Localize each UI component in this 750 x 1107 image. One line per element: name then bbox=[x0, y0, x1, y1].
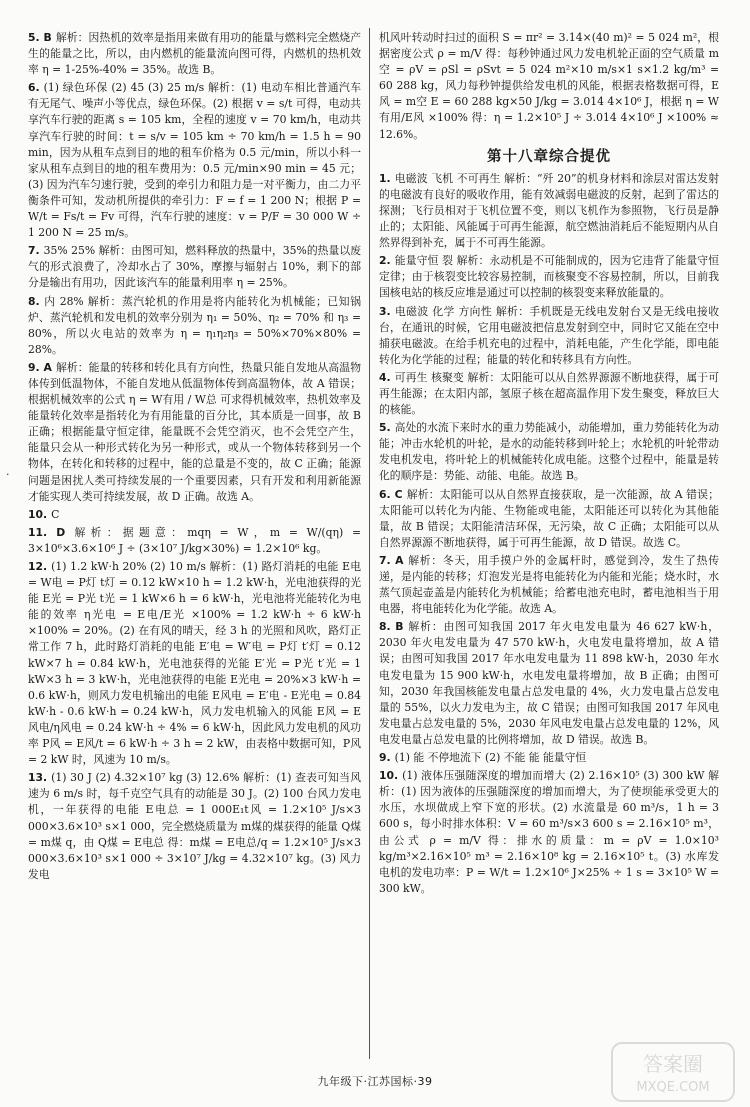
answer-entry bbox=[28, 80, 361, 241]
answer-text: (1) 1.2 kW·h 20% (2) 10 m/s 解析：(1) 路灯消耗的电能 E电 = W电 = P灯 t灯 = 0.12 kW×10 h = 1.2 kW·h，光电池获得的光能 E光 = P光 t光 = 1 kW×6 h = 6 kW·h，光电池将光能转化为电能的效率 η光电 = E电/E光 ×100% = 1.2 kW·h ÷ 6 kW·h ×100% = 20%。(2) 在有风的晴天，经 3 h 的光照和风吹，路灯正常工作 7 h，此时路灯消耗的电能 E′电 = W′电 = P灯 t′灯 = 0.12 kW×7 h = 0.84 kW·h，光电池获得的光能 E′光 = P光 t′光 = 1 kW×3 h = 3 kW·h，光电池获得的电能 E光电 = 20%×3 kW·h = 0.6 kW·h，则风力发电机输出的电能 E风电 = E′电 - E光电 = 0.84 kW·h - 0.6 kW·h = 0.24 kW·h，风力发电机输入的风能 E风 = E风电/η风电 = 0.24 kW·h ÷ 4% = 6 kW·h，因此风力发电机的风功率 P风 = E风/t = 6 kW·h ÷ 3 h = 2 kW，由表格中数据可知，P风 = 2 kW 时，风速为 10 m/s。 bbox=[28, 560, 361, 767]
answer-text: 解析：太阳能可以从自然界直接获取，是一次能源，故 A 错误；太阳能可以转化为内能、生物能或电能，太阳能还可以转化为其他能量，故 B 错误；太阳能清洁环保，无污染，故 C 正确；太阳能可以从自然界源源不断地获得，属于可再生能源，故 D 错误。故选 C。 bbox=[379, 487, 719, 549]
answer-text: 高处的水流下来时水的重力势能减小，动能增加，重力势能转化为动能；冲击水轮机的叶轮，是水的动能转移到叶轮上；水轮机的叶轮带动发电机发电，将叶轮上的机械能转化成电能。这整个过程中，能量是转化的顺序是：势能、动能、电能。故选 B。 bbox=[379, 421, 719, 483]
answer-text: 电磁波 化学 方向性 解析：手机既是无线电发射台又是无线电接收台，在通讯的时候，它用电磁波把信息发射到空中，同时它又能在空中捕获电磁波。在给手机充电的过程中，消耗电能，产生化学能，即电能转化为化学能的过程；能量的转化和转移具有方向性。 bbox=[379, 304, 719, 366]
answer-text: (1) 液体压强随深度的增加而增大 (2) 2.16×10⁵ (3) 300 kW 解析：(1) 因为液体的压强随深度的增加而增大，为了使坝能承受更大的水压，水坝做成上窄下宽的形状。(2) 水流量是 60 m³/s，1 h = 3 600 s，每小时排水体积：V = 60 m³/s×3 600 s = 2.16×10⁵ m³，由公式 ρ = m/V 得：排水的质量：m = ρV = 1.0×10³ kg/m³×2.16×10⁵ m³ = 2.16×10⁸ kg = 2.16×10⁵ t。(3) 水库发电机的发电功率：P = W/t = 1.2×10⁶ J×25% ÷ 1 s = 3×10⁵ W = 300 kW。 bbox=[379, 769, 719, 895]
right-answer-list bbox=[379, 171, 719, 897]
answer-number: 9. A bbox=[28, 360, 52, 374]
answer-number: 11. D bbox=[28, 525, 66, 539]
answer-entry bbox=[379, 619, 719, 748]
answer-number: 4. bbox=[379, 370, 391, 384]
answer-entry bbox=[379, 750, 719, 766]
answer-number: 3. bbox=[379, 304, 391, 318]
answer-text: 能量守恒 裂 解析：永动机是不可能制成的，因为它违背了能量守恒定律；由于核裂变比较容易控制，而核聚变不容易控制，所以，目前我国核电站的核反应堆是通过可以控制的核裂变来释放能量的。 bbox=[379, 254, 719, 300]
answer-number: 7. A bbox=[379, 553, 404, 567]
answer-text: 35% 25% 解析：由图可知，燃料释放的热量中，35%的热量以废气的形式浪费了，冷却水占了 30%，摩擦与辐射占 10%，剩下的部分是输出有用功，因此该汽车的能量利用率 η = 25%。 bbox=[28, 244, 361, 290]
answer-number: 9. bbox=[379, 751, 391, 765]
answer-entry bbox=[379, 171, 719, 251]
watermark-logo bbox=[610, 1041, 736, 1103]
section-title: 第十八章综合提优 bbox=[487, 148, 611, 165]
answer-text: 解析：由图可知我国 2017 年火电发电量为 46 627 kW·h，2030 年火电发电量为 47 570 kW·h，火电发电量将增加，故 A 错误；由图可知我国 2017 年水电发电量为 11 898 kW·h，2030 年水电发电量为 15 900 kW·h，水电发电量将增加，故 B 正确；由图可知，2030 年我国核能发电量占总发电量的 4%，火力发电量占总发电量的 55%，以火力发电为主，故 C 错误；由图可知我国 2017 年风电发电量占总发电量的 5%，2030 年风电发电量占总发电量的 12%，风电发电量占总发电量的比例将增加，故 D 错误。故选 B。 bbox=[379, 620, 719, 746]
answer-text: 解析：因热机的效率是指用来做有用功的能量与燃料完全燃烧产生的能量之比，所以，由内燃机的能量流向图可得，内燃机的热机效率 η = 1-25%-40% = 35%。故选 B。 bbox=[28, 31, 361, 77]
answer-entry bbox=[28, 30, 361, 78]
answer-text: 内 28% 解析：蒸汽轮机的作用是将内能转化为机械能；已知锅炉、蒸汽轮机和发电机的效率分别为 η₁ = 50%、η₂ = 70% 和 η₃ = 80%，所以火电站的效率为 η = η₁η₂η₃ = 50%×70%×80% = 28%。 bbox=[28, 294, 361, 356]
answer-text: (1) 绿色环保 (2) 45 (3) 25 m/s 解析：(1) 电动车相比普通汽车有无尾气、噪声小等优点，绿色环保。(2) 根据 v = s/t 可得，电动共享汽车行驶的距离 s = 105 km，全程的速度 v = 70 km/h，电动共享汽车行驶的时间：t = s/v = 105 km ÷ 70 km/h = 1.5 h = 90 min，因为从租车点到目的地的租车价格为 0.5 元/min，所以小科一家从租车点到目的地的租车费用为：0.5 元/min×90 min = 45 元；(3) 因为汽车匀速行驶，受到的牵引力和阻力是一对平衡力，由二力平衡条件可知，发动机所提供的牵引力：F = f = 1 200 N；根据 P = W/t = Fs/t = Fv 可得，汽车行驶的速度：v = P/F = 30 000 W ÷ 1 200 N = 25 m/s。 bbox=[28, 81, 361, 240]
answer-number: 6. C bbox=[379, 487, 403, 501]
answer-entry bbox=[28, 559, 361, 768]
answer-text: 解析：能量的转移和转化具有方向性，热量只能自发地从高温物体传到低温物体，不能自发地从低温物体传到高温物体，故 A 错误；根据机械效率的公式 η = W有用 / W总 可求得机械效率，热机效率及能量转化效率是指转化为有用能量的百分比，其本质是一回事，故 B 正确；根据能量守恒定律，能量既不会凭空消灭，也不会凭空产生，能量只会从一种形式转化为另一种形式，或从一个物体转移到另一个物体，在转化和转移的过程中，能的总量是不变的，故 C 正确；能源问题是困扰人类可持续发展的一个重要因素，只有开发和利用新能源才能实现人类可持续发展，故 D 正确。故选 A。 bbox=[28, 360, 361, 503]
answer-entry bbox=[379, 304, 719, 368]
answer-text: (1) 能 不停地流下 (2) 不能 能 能量守恒 bbox=[394, 751, 587, 765]
answer-number: 2. bbox=[379, 254, 391, 268]
answer-text: 电磁波 飞机 不可再生 解析：“歼 20”的机身材料和涂层对雷达发射的电磁波有良好的吸收作用，能有效减弱电磁波的反射，起到了雷达的探测；飞行员相对于飞机位置不变，则以飞机作为参照物，飞行员是静止的；太阳能、风能属于可再生能源，航空燃油消耗后不能短期内从自然界得到补充，属于不可再生能源。 bbox=[379, 171, 719, 250]
answer-entry bbox=[28, 770, 361, 883]
answer-entry bbox=[379, 487, 719, 551]
answer-entry bbox=[379, 253, 719, 301]
answer-number: 5. bbox=[379, 421, 391, 435]
right-column bbox=[379, 30, 719, 1057]
answer-entry bbox=[28, 507, 361, 523]
answer-number: 8. bbox=[28, 294, 40, 308]
answer-number: 10. bbox=[379, 769, 399, 783]
left-answer-list bbox=[28, 30, 361, 883]
answer-number: 8. B bbox=[379, 620, 404, 634]
answer-number: 13. bbox=[28, 771, 48, 785]
answer-number: 10. bbox=[28, 507, 48, 521]
watermark-line2: MXQE.COM bbox=[636, 1080, 710, 1095]
answer-entry bbox=[379, 768, 719, 897]
answer-text: 解析：据题意：mqη = W，m = W/(qη) = 3×10⁶×3.6×10⁶ J ÷ (3×10⁷ J/kg×30%) = 1.2×10⁶ kg。 bbox=[28, 525, 361, 555]
answer-number: 6. bbox=[28, 81, 40, 95]
continued-answer-13: 机风叶转动时扫过的面积 S = πr² = 3.14×(40 m)² = 5 024 m²，根据密度公式 ρ = m/V 得：每秒钟通过风力发电机轮正面的空气质量 m空 = ρV = ρSl = ρSvt = 5 024 m²×10 m/s×1 s×1.2 kg/m³ = 60 288 kg，风力每秒钟提供给发电机的风能，根据表格数据可得，E风 = m空 E = 60 288 kg×50 J/kg = 3.014 4×10⁶ J，根据 η = W有用/E风 ×100% 得：η = 1.2×10⁵ J ÷ 3.014 4×10⁶ J ×100% ≈ 12.6%。 bbox=[379, 31, 719, 141]
answer-text: C bbox=[51, 507, 60, 521]
answer-number: 5. B bbox=[28, 31, 52, 44]
answer-number: 7. bbox=[28, 244, 40, 258]
left-column bbox=[28, 30, 361, 1057]
column-divider bbox=[369, 28, 370, 1059]
watermark-line1: 答案圈 bbox=[643, 1052, 703, 1076]
answer-text: 可再生 核聚变 解析：太阳能可以从自然界源源不断地获得，属于可再生能源；在太阳内部，氢原子核在超高温作用下发生聚变，释放巨大的核能。 bbox=[379, 370, 719, 417]
margin-dot: · bbox=[6, 468, 10, 481]
answer-entry bbox=[28, 243, 361, 291]
page-footer: 九年级下·江苏国标·39 bbox=[317, 1075, 433, 1088]
answer-entry bbox=[379, 553, 719, 617]
answer-text: (1) 30 J (2) 4.32×10⁷ kg (3) 12.6% 解析：(1) 查表可知当风速为 6 m/s 时，每千克空气具有的动能是 30 J。(2) 100 台风力发电机，一年获得的电能 E电总 = 1 000E₁t风 = 1.2×10⁵ J/s×3 000×3.6×10³ s×1 000，完全燃烧质量为 m煤的煤获得的能量 Q煤 = m煤 q，由 Q煤 = E电总 得：m煤 = E电总/q = 1.2×10⁵ J/s×3 000×3.6×10³ s×1 000 ÷ 3×10⁷ J/kg = 4.32×10⁷ kg。(3) 风力发电 bbox=[28, 771, 361, 881]
answer-entry bbox=[28, 525, 361, 557]
answer-entry bbox=[28, 360, 361, 505]
answer-text: 解析：冬天，用手摸户外的金属杆时，感觉到冷，发生了热传递，是内能的转移；灯泡发光是将电能转化为内能和光能；烧水时，水蒸气顶起壶盖是内能转化为机械能；给蓄电池充电时，蓄电池相当于用电器，将电能转化为化学能。故选 A。 bbox=[379, 553, 719, 616]
answer-entry bbox=[28, 294, 361, 358]
answer-entry bbox=[379, 370, 719, 418]
answer-number: 1. bbox=[379, 171, 391, 185]
answer-number: 12. bbox=[28, 560, 48, 573]
answer-entry bbox=[379, 420, 719, 484]
